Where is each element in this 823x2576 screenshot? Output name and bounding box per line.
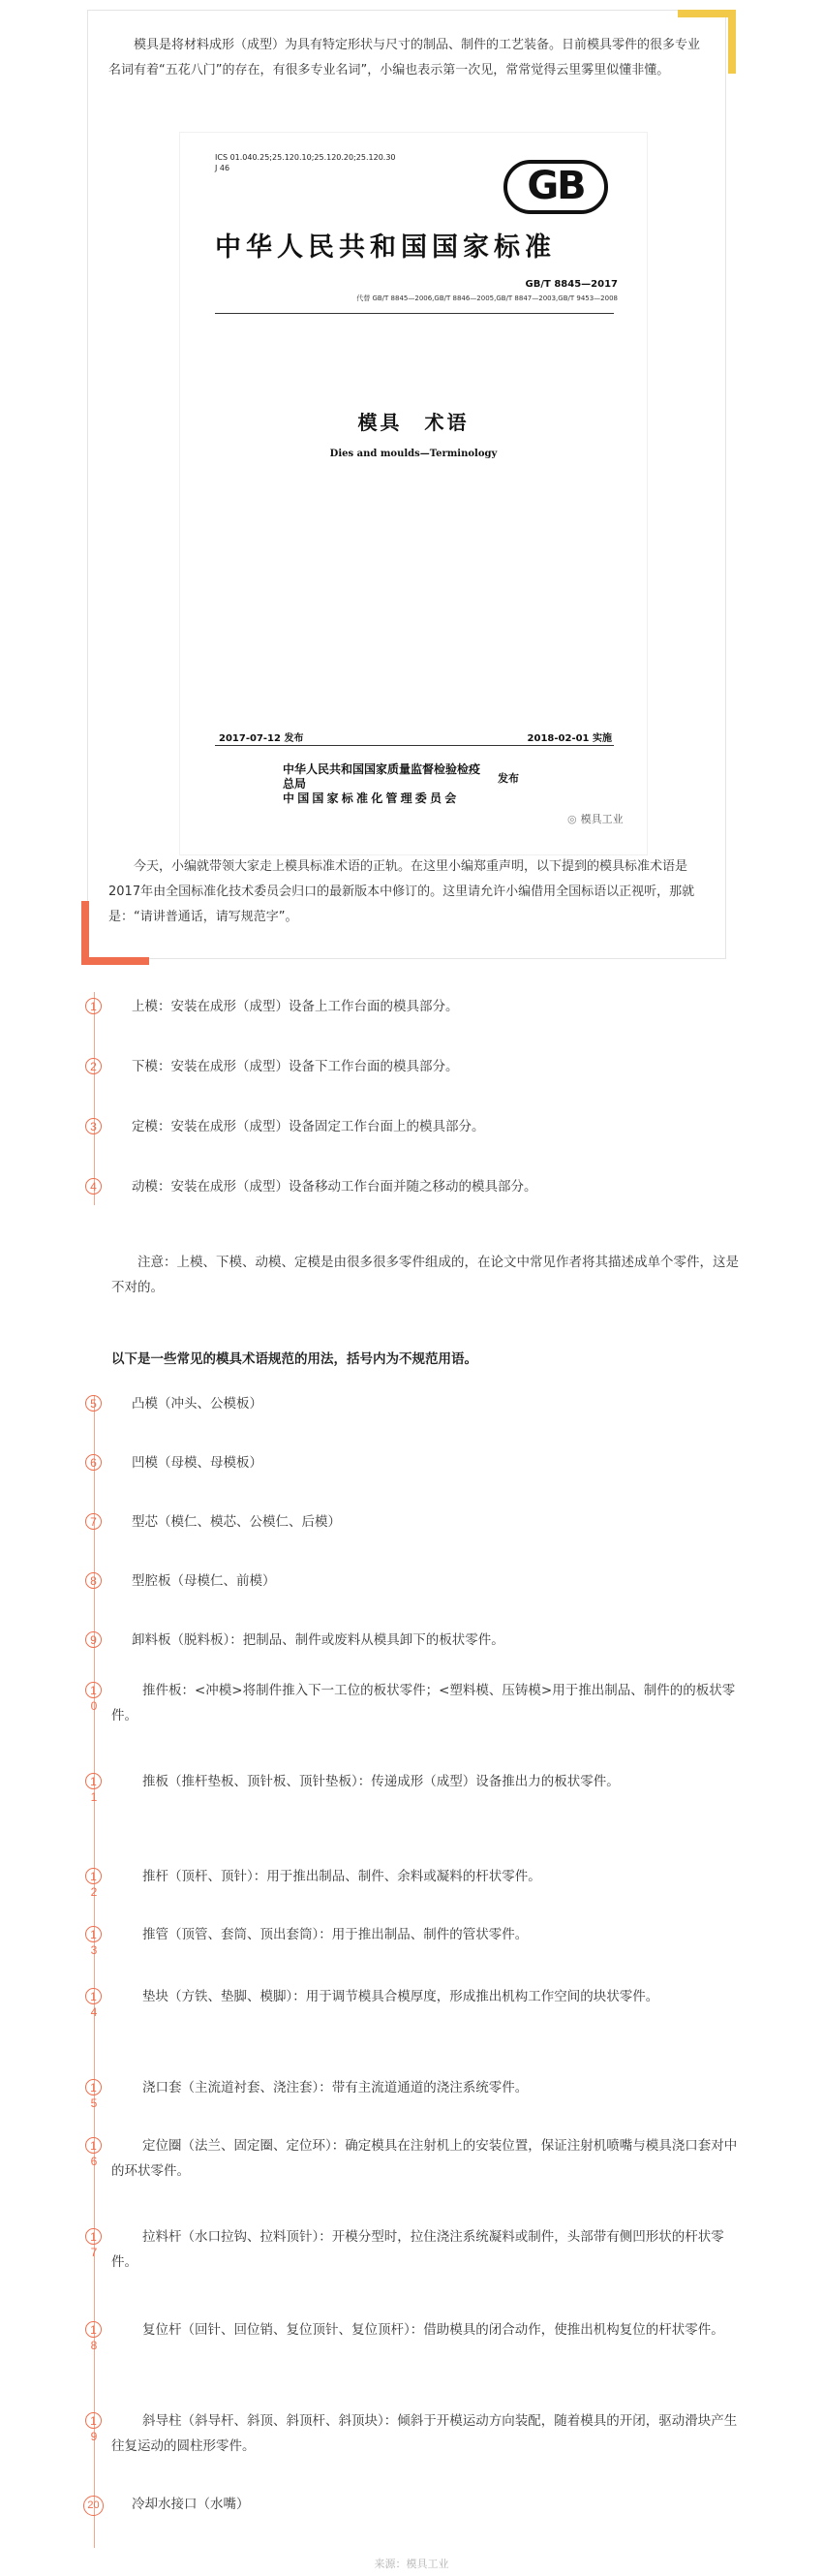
item-number-digit: 9 bbox=[90, 2430, 98, 2443]
item-number-badge: 1 bbox=[85, 1773, 102, 1789]
cover-title: 中华人民共和国国家标准 bbox=[215, 233, 556, 263]
cover-issue-label: 发布 bbox=[498, 772, 519, 785]
item-number-badge: 1 bbox=[85, 1868, 102, 1884]
item-number-badge: 1 bbox=[85, 1926, 102, 1942]
list-item-text: 定位圈（法兰、固定圈、定位环）：确定模具在注射机上的安装位置，保证注射机喷嘴与模具浇口套对中的环状零件。 bbox=[111, 2138, 738, 2179]
item-number-badge: 2 bbox=[85, 1058, 102, 1074]
list-item-text: 动模：安装在成形（成型）设备移动工作台面并随之移动的模具部分。 bbox=[132, 1179, 537, 1195]
item-number-badge: 3 bbox=[85, 1118, 102, 1134]
intro-paragraph-2: 今天，小编就带领大家走上模具标准术语的正轨。在这里小编郑重声明，以下提到的模具标准术语是2017年由全国标准化技术委员会归口的最新版本中修订的。这里请允许小编借用全国标语以正视听，那就是：“请讲普通话，请写规范字”。 bbox=[108, 859, 695, 924]
item-number-digit: 1 bbox=[90, 1790, 98, 1804]
item-number-digit: 7 bbox=[90, 2246, 98, 2259]
list-item-text: 型芯（模仁、模芯、公模仁、后模） bbox=[132, 1514, 341, 1530]
gb-logo: GB bbox=[503, 160, 608, 214]
list-item-text: 拉料杆（水口拉钩、拉料顶针）：开模分型时，拉住浇注系统凝料或制件，头部带有侧凹形状的杆状零件。 bbox=[111, 2229, 724, 2270]
cover-issuer: 中华人民共和国国家质量监督检验检疫总局 中国国家标准化管理委员会 bbox=[283, 762, 481, 805]
item-number-digit: 5 bbox=[90, 2096, 98, 2110]
list-item-text: 复位杆（回针、回位销、复位顶针、复位顶杆）：借助模具的闭合动作，使推出机构复位的杆状零件。 bbox=[142, 2322, 724, 2338]
watermark: ◎ 模具工业 bbox=[567, 813, 624, 825]
cover-ics: ICS 01.040.25;25.120.10;25.120.20;25.120.30 J 46 bbox=[215, 153, 396, 172]
item-number-badge: 1 bbox=[85, 1988, 102, 2004]
item-number-badge: 7 bbox=[85, 1513, 102, 1530]
list-item-text: 推管（顶管、套筒、顶出套筒）：用于推出制品、制件的管状零件。 bbox=[142, 1927, 529, 1942]
item-number-digit: 6 bbox=[90, 2155, 98, 2168]
item-number-digit: 8 bbox=[90, 2339, 98, 2352]
item-number-badge: 1 bbox=[85, 2412, 102, 2429]
item-number-digit: 3 bbox=[90, 1943, 98, 1957]
list-item-text: 垫块（方铁、垫脚、模脚）：用于调节模具合模厚度，形成推出机构工作空间的块状零件。 bbox=[142, 1989, 659, 2004]
list-item-text: 凸模（冲头、公模板） bbox=[132, 1396, 262, 1412]
section-heading: 以下是一些常见的模具术语规范的用法，括号内为不规范用语。 bbox=[111, 1351, 477, 1367]
list-item-text: 斜导柱（斜导杆、斜顶、斜顶杆、斜顶块）：倾斜于开模运动方向装配，随着模具的开闭，驱动滑块产生往复运动的圆柱形零件。 bbox=[111, 2413, 738, 2454]
list-item-text: 推板（推杆垫板、顶针板、顶针垫板）：传递成形（成型）设备推出力的板状零件。 bbox=[142, 1774, 620, 1789]
list-item-text: 推件板：<冲模>将制件推入下一工位的板状零件；<塑料模、压铸模>用于推出制品、制件的的板状零件。 bbox=[111, 1683, 736, 1723]
item-number-digit: 2 bbox=[90, 1885, 98, 1899]
item-number-badge: 8 bbox=[85, 1572, 102, 1589]
list-item-text: 型腔板（母模仁、前模） bbox=[132, 1573, 276, 1589]
item-number-badge: 1 bbox=[85, 2137, 102, 2154]
cover-rule-bottom bbox=[215, 745, 614, 746]
source-credit: 来源：模具工业 bbox=[374, 2558, 449, 2570]
timeline-line bbox=[94, 1395, 95, 2548]
item-number-badge: 1 bbox=[85, 2079, 102, 2095]
cover-name-cn: 模具 术语 bbox=[357, 411, 470, 434]
list-item-text: 定模：安装在成形（成型）设备固定工作台面上的模具部分。 bbox=[132, 1119, 485, 1134]
intro-paragraph-1: 模具是将材料成形（成型）为具有特定形状与尺寸的制品、制件的工艺装备。日前模具零件的很多专业名词有着“五花八门”的存在，有很多专业名词”，小编也表示第一次见，常常觉得云里雾里似懂非懂。 bbox=[108, 38, 701, 78]
cover-release-date: 2017-07-12 发布 bbox=[219, 733, 304, 744]
list-item-text: 推杆（顶杆、顶针）：用于推出制品、制件、余料或凝料的杆状零件。 bbox=[142, 1869, 541, 1884]
item-number-badge: 6 bbox=[85, 1454, 102, 1471]
list-item-text: 卸料板（脱料板）：把制品、制件或废料从模具卸下的板状零件。 bbox=[132, 1632, 504, 1648]
note-paragraph: 注意：上模、下模、动模、定模是由很多很多零件组成的，在论文中常见作者将其描述成单个零件，这是不对的。 bbox=[111, 1255, 739, 1295]
list-item-text: 上模：安装在成形（成型）设备上工作台面的模具部分。 bbox=[132, 999, 459, 1014]
timeline-line bbox=[94, 992, 95, 1205]
list-item-text: 凹模（母模、母模板） bbox=[132, 1455, 262, 1471]
item-number-digit: 4 bbox=[90, 2005, 98, 2019]
list-item-text: 浇口套（主流道衬套、浇注套）：带有主流道通道的浇注系统零件。 bbox=[142, 2080, 529, 2095]
list-item-text: 冷却水接口（水嘴） bbox=[132, 2497, 250, 2512]
item-number-badge: 1 bbox=[85, 998, 102, 1014]
cover-replaces: 代替 GB/T 8845—2006,GB/T 8846—2005,GB/T 8847—2003,GB/T 9453—2008 bbox=[356, 295, 618, 302]
item-number-badge: 20 bbox=[83, 2496, 104, 2516]
cover-standard-number: GB/T 8845—2017 bbox=[525, 279, 618, 290]
item-number-badge: 9 bbox=[85, 1631, 102, 1648]
standard-cover-image bbox=[179, 132, 648, 855]
wechat-icon: ◎ bbox=[567, 813, 577, 825]
item-number-badge: 5 bbox=[85, 1395, 102, 1412]
cover-rule bbox=[215, 313, 614, 314]
cover-name-en: Dies and moulds—Terminology bbox=[329, 449, 498, 459]
item-number-badge: 4 bbox=[85, 1178, 102, 1195]
item-number-digit: 0 bbox=[90, 1699, 98, 1713]
item-number-badge: 1 bbox=[85, 2321, 102, 2338]
item-number-badge: 1 bbox=[85, 1682, 102, 1698]
cover-implement-date: 2018-02-01 实施 bbox=[527, 733, 612, 744]
item-number-badge: 1 bbox=[85, 2228, 102, 2245]
list-item-text: 下模：安装在成形（成型）设备下工作台面的模具部分。 bbox=[132, 1059, 459, 1074]
